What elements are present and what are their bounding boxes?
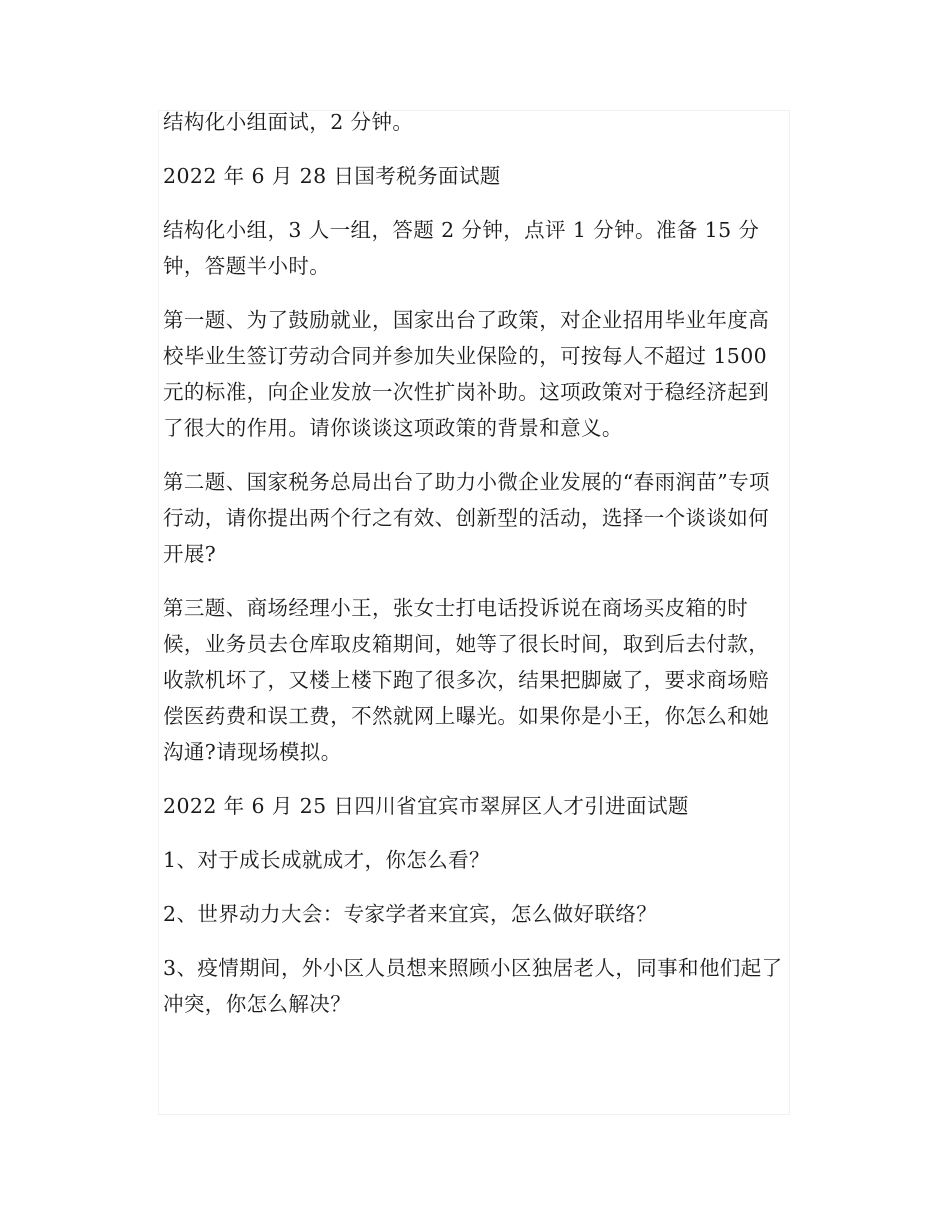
question-1: 第一题、为了鼓励就业，国家出台了政策，对企业招用毕业年度高校毕业生签订劳动合同并参加失业保险的，可按每人不超过 1500 元的标准，向企业发放一次性扩岗补助。这项政策对于稳经济起到了很大的作用。请你谈谈这项政策的背景和意义。 xyxy=(163,308,770,440)
document-body xyxy=(163,104,785,1040)
yibin-question-1: 1、对于成长成就成才，你怎么看？ xyxy=(163,848,490,872)
paragraph-format: 结构化小组，3 人一组，答题 2 分钟，点评 1 分钟。准备 15 分钟，答题半小时。 xyxy=(163,218,760,278)
yibin-question-3: 3、疫情期间，外小区人员想来照顾小区独居老人，同事和他们起了冲突，你怎么解决？ xyxy=(163,956,783,1016)
question-3: 第三题、商场经理小王，张女士打电话投诉说在商场买皮箱的时候，业务员去仓库取皮箱期间，她等了很长时间，取到后去付款，收款机坏了，又楼上楼下跑了很多次，结果把脚崴了，要求商场赔偿医药费和误工费，不然就网上曝光。如果你是小王，你怎么和她沟通?请现场模拟。 xyxy=(163,596,770,764)
yibin-question-2: 2、世界动力大会：专家学者来宜宾，怎么做好联络？ xyxy=(163,902,658,926)
section-heading-yibin-exam: 2022 年 6 月 25 日四川省宜宾市翠屏区人才引进面试题 xyxy=(163,794,689,818)
section-heading-tax-exam: 2022 年 6 月 28 日国考税务面试题 xyxy=(163,164,501,188)
paragraph-intro: 结构化小组面试，2 分钟。 xyxy=(163,110,414,134)
question-2: 第二题、国家税务总局出台了助力小微企业发展的“春雨润苗”专项行动，请你提出两个行之有效、创新型的活动，选择一个谈谈如何开展? xyxy=(163,470,770,566)
